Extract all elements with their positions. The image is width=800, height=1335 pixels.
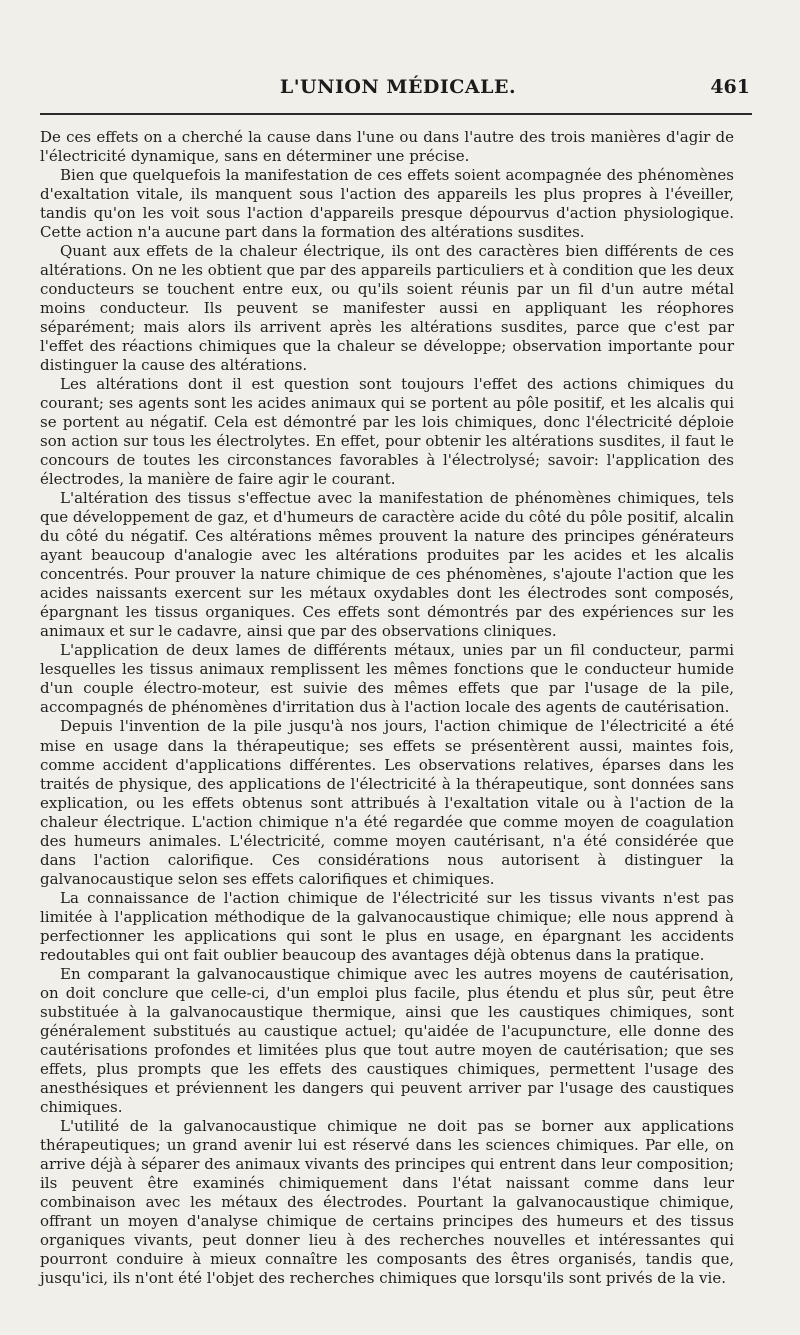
header-rule — [40, 113, 752, 115]
page-number: 461 — [710, 76, 750, 98]
paragraph: Bien que quelquefois la manifestation de ces effets soient acompagnée des phénomènes d'exaltation vitale, ils manquent sous l'action des appareils les plus propres à l'éveiller, tandis qu'on les voit sous l'action d'appareils presque dépourvus d'action physiologique. Cette action n'a aucune part dans la formation des altérations susdites. — [40, 166, 734, 242]
paragraph: De ces effets on a cherché la cause dans l'une ou dans l'autre des trois manières d'agir de l'électricité dynamique, sans en déterminer une précise. — [40, 128, 734, 166]
paragraph: L'altération des tissus s'effectue avec la manifestation de phénomènes chimiques, tels que développement de gaz, et d'humeurs de caractère acide du côté du pôle positif, alcalin du côté du négatif. Ces altérations mêmes prouvent la nature des principes générateurs ayant beaucoup d'analogie avec les altérations produites par les acides et les alcalis concentrés. Pour prouver la nature chimique de ces phénomènes, s'ajoute l'action que les acides naissants exercent sur les métaux oxydables dont les électrodes sont composés, épargnant les tissus organiques. Ces effets sont démontrés par des expériences sur les animaux et sur le cadavre, ainsi que par des observations cliniques. — [40, 489, 734, 641]
paragraph: En comparant la galvanocaustique chimique avec les autres moyens de cautérisation, on doit conclure que celle-ci, d'un emploi plus facile, plus étendu et plus sûr, peut être substituée à la galvanocaustique thermique, ainsi que les caustiques chimiques, sont généralement substitués au caustique actuel; qu'aidée de l'acupuncture, elle donne des cautérisations profondes et limitées plus que tout autre moyen de cautérisation; que ses effets, plus prompts que les effets des caustiques chimiques, permettent l'usage des anesthésiques et préviennent les dangers qui peuvent arriver par l'usage des caustiques chimiques. — [40, 964, 734, 1116]
paragraph: Depuis l'invention de la pile jusqu'à nos jours, l'action chimique de l'électricité a été mise en usage dans la thérapeutique; ses effets se présentèrent aussi, maintes fois, comme accident d'applications différentes. Les observations relatives, éparses dans les traités de physique, des applications de l'électricité à la thérapeutique, sont données sans explication, ou les effets obtenus sont attribués à l'exaltation vitale ou à l'action de la chaleur électrique. L'action chimique n'a été regardée que comme moyen de coagulation des humeurs animales. L'électricité, comme moyen cautérisant, n'a été considérée que dans l'action calorifique. Ces considérations nous autorisent à distinguer la galvanocaustique selon ses effets calorifiques et chimiques. — [40, 717, 734, 888]
paragraph: Les altérations dont il est question sont toujours l'effet des actions chimiques du courant; ses agents sont les acides animaux qui se portent au pôle positif, et les alcalis qui se portent au négatif. Cela est démontré par les lois chimiques, donc l'électricité déploie son action sur tous les électrolytes. En effet, pour obtenir les altérations susdites, il faut le concours de toutes les circonstances favorables à l'électrolysé; savoir: l'application des électrodes, la manière de faire agir le courant. — [40, 375, 734, 489]
paragraph: L'utilité de la galvanocaustique chimique ne doit pas se borner aux applications thérapeutiques; un grand avenir lui est réservé dans les sciences chimiques. Par elle, on arrive déjà à séparer des animaux vivants des principes qui entrent dans leur composition; ils peuvent être examinés chimiquement dans l'état naissant comme dans leur combinaison avec les métaux des électrodes. Pourtant la galvanocaustique chimique, offrant un moyen d'analyse chimique de certains principes des humeurs et des tissus organiques vivants, peut donner lieu à des recherches nouvelles et intéressantes qui pourront conduire à mieux connaître les composants des êtres organisés, tandis que, jusqu'ici, ils n'ont été l'objet des recherches chimiques que lorsqu'ils sont privés de la vie. — [40, 1116, 734, 1287]
running-header — [38, 76, 758, 106]
journal-title: L'UNION MÉDICALE. — [279, 76, 517, 98]
paragraph: L'application de deux lames de différents métaux, unies par un fil conducteur, parmi lesquelles les tissus animaux remplissent les mêmes fonctions que le conducteur humide d'un couple électro-moteur, est suivie des mêmes effets que par l'usage de la pile, accompagnés de phénomènes d'irritation dus à l'action locale des agents de cautérisation. — [40, 641, 734, 717]
article-body — [40, 128, 734, 1288]
paragraph: Quant aux effets de la chaleur électrique, ils ont des caractères bien différents de ces altérations. On ne les obtient que par des appareils particuliers et à condition que les deux conducteurs se touchent entre eux, ou qu'ils soient réunis par un fil d'un autre métal moins conducteur. Ils peuvent se manifester aussi en appliquant les réophores séparément; mais alors ils arrivent après les altérations susdites, parce que c'est par l'effet des réactions chimiques que la chaleur se développe; observation importante pour distinguer la cause des altérations. — [40, 242, 734, 375]
paragraph: La connaissance de l'action chimique de l'électricité sur les tissus vivants n'est pas limitée à l'application méthodique de la galvanocaustique chimique; elle nous apprend à perfectionner les applications qui sont le plus en usage, en épargnant les accidents redoutables qui ont fait oublier beaucoup des avantages déjà obtenus dans la pratique. — [40, 888, 734, 964]
